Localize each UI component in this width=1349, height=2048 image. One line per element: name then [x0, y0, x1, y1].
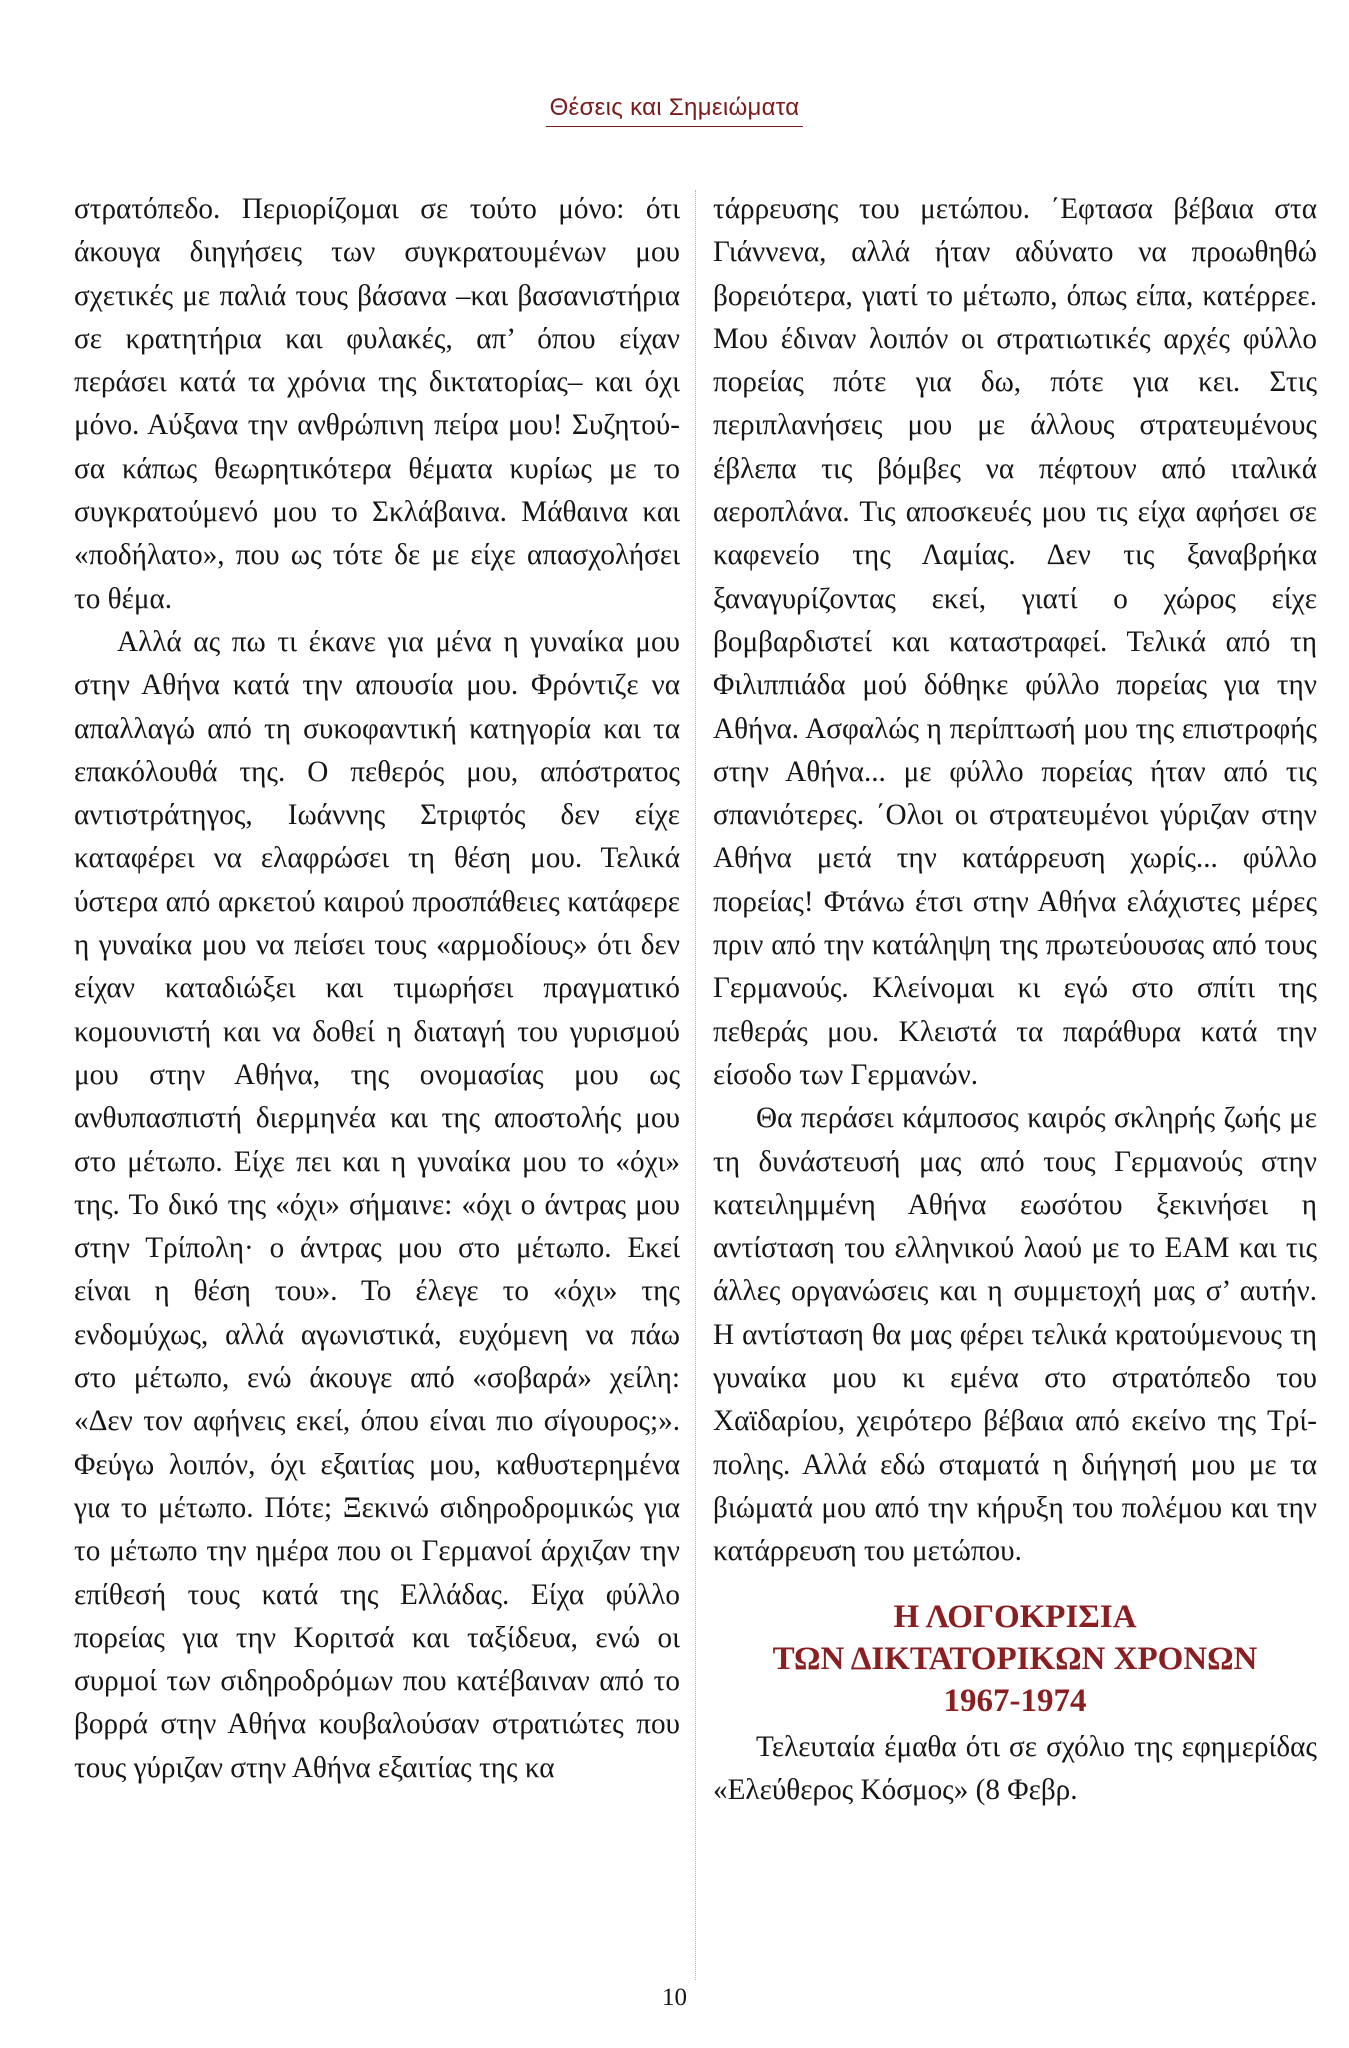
paragraph: Θα περάσει κάμποσος καιρός σκληρής ζωής με τη δυνάστευσή μας από τους Γερμανούς στην κατειλημμένη Αθήνα εωσότου ξεκινήσει η αντίσταση του ελληνικού λαού με το ΕΑΜ και τις άλλες οργανώσεις και η συμμετοχή μας σ’ αυτήν. Η αντίσταση θα μας φέρει τελικά κρατούμενους τη γυναίκα μου κι εμένα στο στρατόπεδο του Χαϊδαρίου, χειρότερο βέβαια από εκείνο της Τρίπολης. Αλλά εδώ σταματά η διήγησή μου με τα βιώματά μου από την κήρυξη του πολέμου και την κατάρρευση του μετώπου.: [713, 1102, 1317, 1568]
running-title: Θέσεις και Σημειώματα: [546, 94, 804, 127]
section-heading-line: ΤΩΝ ΔΙΚΤΑΤΟΡΙΚΩΝ ΧΡΟΝΩΝ: [772, 1640, 1258, 1677]
paragraph: Τελευταία έμαθα ότι σε σχόλιο της εφημερίδας «Ελεύθερος Κόσμος» (8 Φεβρ.: [713, 1730, 1317, 1806]
page-number: 10: [662, 1984, 687, 2011]
section-heading-line: Η ΛΟΓΟΚΡΙΣΙΑ: [893, 1598, 1137, 1635]
paragraph: στρατόπεδο. Περιορίζομαι σε τούτο μόνο: ότι άκουγα διηγήσεις των συγκρατουμένων μου σχετικές με παλιά τους βάσανα –και βασανιστήρια σε κρατητήρια και φυλακές, απ’ όπου είχαν περάσει κατά τα χρόνια της δικτατορίας– και όχι μόνο. Αύξανα την ανθρώπινη πείρα μου! Συζητούσα κάπως θεωρητικότερα θέματα κυρίως με το συγκρατούμενό μου το Σκλάβαινα. Μάθαινα και «ποδήλατο», που ως τότε δε με είχε απασχολήσει το θέμα.: [74, 193, 680, 615]
paragraph: τάρρευσης του μετώπου. ΄Εφτασα βέβαια στα Γιάννενα, αλλά ήταν αδύνατο να προωθηθώ βορειότερα, γιατί το μέτωπο, όπως είπα, κατέρρεε. Μου έδιναν λοιπόν οι στρατιωτικές αρχές φύλλο πορείας πότε για δω, πότε για κει. Στις περιπλανήσεις μου με άλλους στρατευμένους έβλεπα τις βόμβες να πέφτουν από ιταλικά αεροπλάνα. Τις αποσκευές μου τις είχα αφήσει σε καφενείο της Λαμίας. Δεν τις ξαναβρήκα ξαναγυρίζοντας εκεί, γιατί ο χώρος είχε βομβαρδιστεί και καταστραφεί. Τελικά από τη Φιλιππιάδα μού δόθηκε φύλλο πορείας για την Αθήνα. Ασφαλώς η περίπτωσή μου της επιστροφής στην Αθήνα... με φύλλο πορείας ήταν από τις σπανιότερες. ΄Ολοι οι στρατευμένοι γύριζαν στην Αθήνα μετά την κατάρρευση χωρίς... φύλλο πορείας! Φτάνω έτσι στην Αθήνα ελάχιστες μέρες πριν από την κατάληψη της πρωτεύουσας από τους Γερμανούς. Κλείνομαι κι εγώ στο σπίτι της πεθεράς μου. Κλειστά τα παράθυρα κατά την είσοδο των Γερμανών.: [713, 193, 1317, 1091]
running-header: [0, 94, 1349, 127]
section-heading-years: 1967-1974: [943, 1682, 1087, 1719]
paragraph: Αλλά ας πω τι έκανε για μένα η γυναίκα μου στην Αθήνα κατά την απουσία μου. Φρόντιζε να απαλλαγώ από τη συκοφαντική κατηγορία και τα επακόλουθά της. Ο πεθερός μου, απόστρατος αντιστράτηγος, Ιωάννης Στριφτός δεν είχε καταφέρει να ελαφρώσει τη θέση μου. Τελικά ύστερα από αρκετού καιρού προσπάθειες κατάφερε η γυναίκα μου να πείσει τους «αρμοδίους» ότι δεν είχαν καταδιώξει και τιμωρήσει πραγματικό κομουνιστή και να δοθεί η διαταγή του γυρισμού μου στην Αθήνα, της ονομασίας μου ως ανθυπασπιστή διερμηνέα και της αποστολής μου στο μέτωπο. Είχε πει και η γυναίκα μου το «όχι» της. Το δικό της «όχι» σήμαινε: «όχι ο άντρας μου στην Τρίπολη· ο άντρας μου στο μέτωπο. Εκεί είναι η θέση του». Το έλεγε το «όχι» της ενδομύχως, αλλά αγωνιστικά, ευχόμενη να πάω στο μέτωπο, ενώ άκουγε από «σοβαρά» χείλη: «Δεν τον αφήνεις εκεί, όπου είναι πιο σίγουρος;». Φεύγω λοιπόν, όχι εξαιτίας μου, καθυστερημένα για το μέτωπο. Πότε; Ξεκινώ σιδηροδρομικώς για το μέτωπο την ημέρα που οι Γερμανοί άρχιζαν την επίθεσή τους κατά της Ελλάδας. Είχα φύλλο πορείας για την Κoριτσά και ταξίδευα, ενώ οι συρμοί των σιδηροδρόμων που κατέβαιναν από το βορρά στην Αθήνα κουβαλούσαν στρατιώτες που τους γύριζαν στην Αθήνα εξαιτίας της κα: [74, 625, 680, 1784]
left-column: [74, 188, 680, 1790]
right-column: [713, 188, 1317, 1812]
column-divider: [695, 190, 696, 1980]
section-heading: [713, 1596, 1317, 1722]
